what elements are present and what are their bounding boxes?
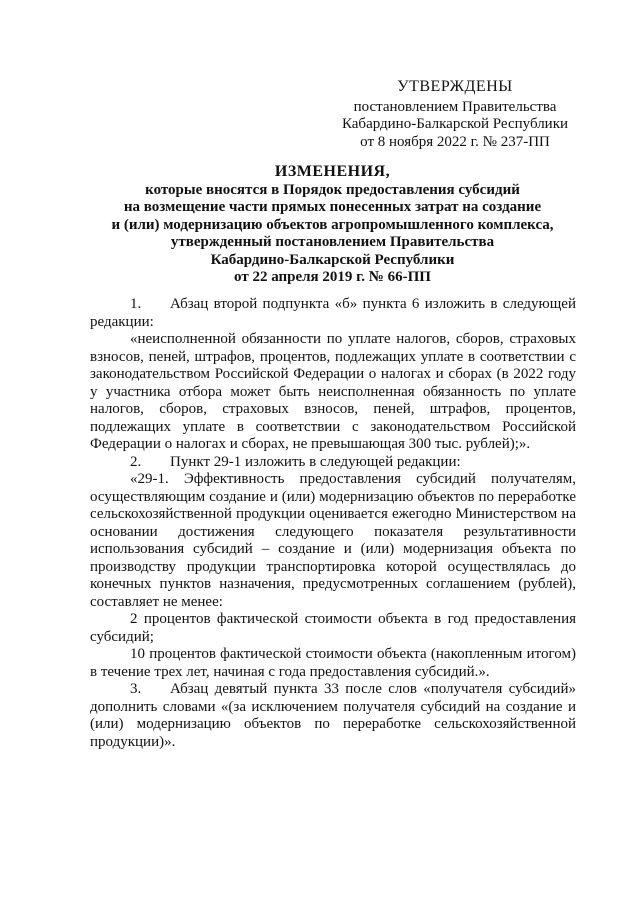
approval-line: от 8 ноября 2022 г. № 237-ПП bbox=[360, 133, 550, 150]
heading-title: ИЗМЕНЕНИЯ, bbox=[274, 163, 391, 180]
paragraph-number: 3. bbox=[130, 681, 142, 697]
paragraph-text: Пункт 29-1 изложить в следующей редакции: bbox=[170, 453, 461, 470]
paragraph-3 bbox=[90, 681, 576, 751]
paragraph-1 bbox=[90, 296, 576, 331]
approval-line: Кабардино-Балкарской Республики bbox=[341, 116, 569, 132]
paragraph-number: 2. bbox=[130, 453, 142, 470]
heading-line: от 22 апреля 2019 г. № 66-ПП bbox=[234, 269, 431, 285]
heading-line: утвержденный постановлением Правительства bbox=[170, 234, 495, 250]
paragraph-1-quote: «неисполненной обязанности по уплате налогов, сборов, страховых взносов, пеней, штрафов, процентов, подлежащих уплате в соответствии с законодательством Российской Федерации о налогах и сборах (в 2022 году у участника отбора может быть неисполненная обязанность по уплате налогов, сборов, страховых взносов, пеней, штрафов, процентов, подлежащих уплате в соответствии с законодательством Российской Федерации о налогах и сборах, не превышающая 300 тыс. рублей);». bbox=[90, 331, 576, 452]
approval-line: постановлением Правительства bbox=[353, 98, 557, 115]
heading-line: на возмещение части прямых понесенных затрат на создание bbox=[123, 199, 542, 215]
paragraph-number: 1. bbox=[130, 296, 142, 312]
heading-line: и (или) модернизацию объектов агропромышленного комплекса, bbox=[111, 216, 554, 233]
heading-line: Кабардино-Балкарской Республики bbox=[210, 251, 455, 268]
paragraph-text: Абзац второй подпункта «б» пункта 6 изложить в следующей редакции: bbox=[90, 296, 576, 330]
heading-line: которые вносятся в Порядок предоставления субсидий bbox=[145, 181, 520, 198]
paragraph-2-item-1: 2 процентов фактической стоимости объекта в год предоставления субсидий; bbox=[90, 611, 576, 645]
paragraph-text: Абзац девятый пункта 33 после слов «получателя субсидий» дополнить словами «(за исключением получателя субсидий на создание и (или) модернизацию объектов по переработке сельскохозяйственной продукции)». bbox=[90, 681, 576, 750]
document-body bbox=[90, 296, 576, 751]
paragraph-2-quote: «29-1. Эффективность предоставления субсидий получателям, осуществляющим создание и (или) модернизацию объектов по переработке сельскохозяйственной продукции оценивается ежегодно Министерством на основании достижения следующего показателя результативности использования субсидий – создание и (или) модернизация объекта по производству продукции транспортировка которой осуществлялась до конечных пунктов назначения, предусмотренных соглашением (рублей), составляет не менее: bbox=[90, 471, 576, 610]
paragraph-2 bbox=[90, 454, 576, 472]
approval-block bbox=[330, 78, 580, 151]
document-heading bbox=[90, 163, 575, 287]
approval-title: УТВЕРЖДЕНЫ bbox=[397, 78, 513, 95]
paragraph-2-item-2: 10 процентов фактической стоимости объекта (накопленным итогом) в течение трех лет, начиная с года предоставления субсидий.». bbox=[90, 646, 576, 680]
